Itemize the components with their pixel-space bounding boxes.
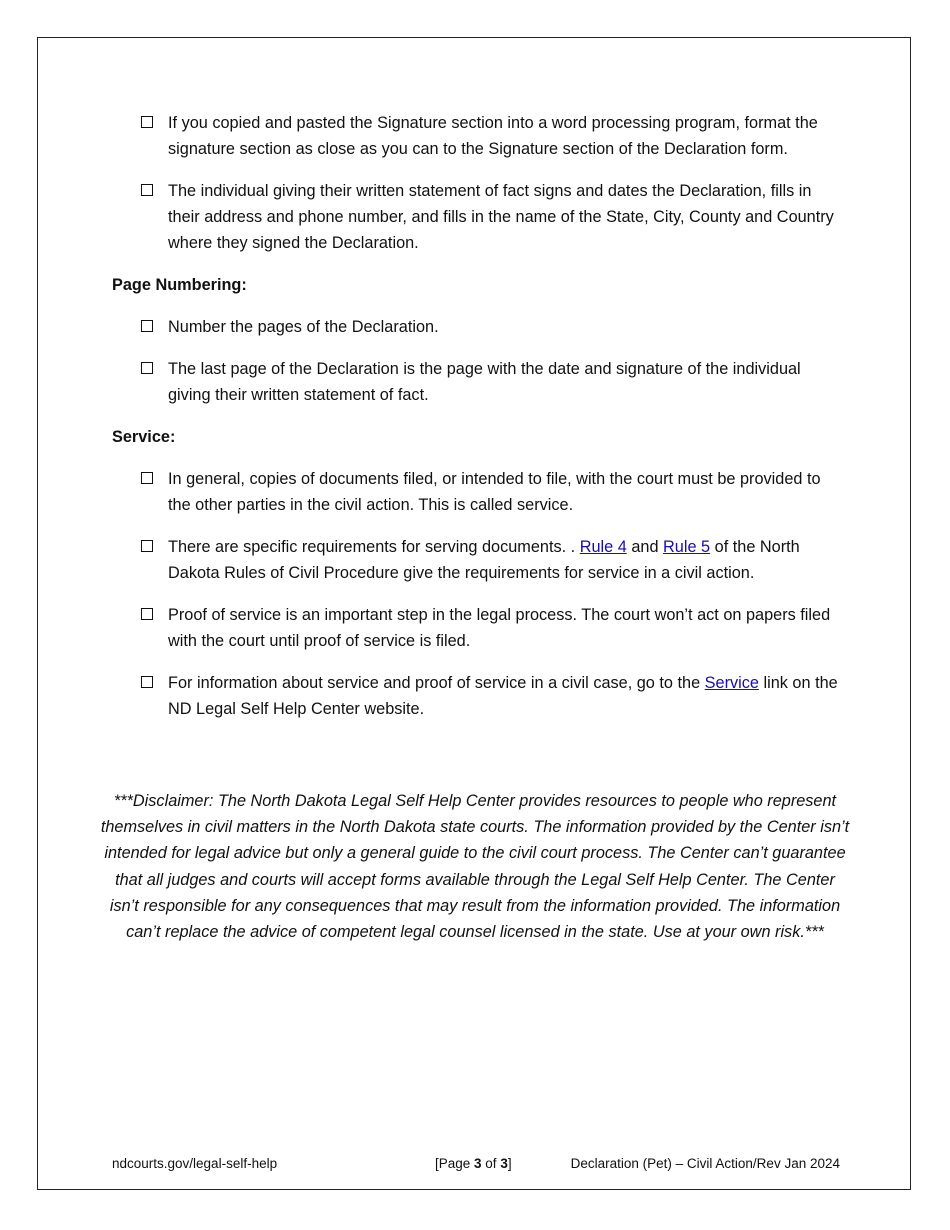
instructions-body (112, 110, 842, 738)
page-total: 3 (500, 1156, 508, 1171)
checkbox-icon (141, 608, 153, 620)
list-item (112, 534, 842, 586)
service-heading: Service: (112, 428, 176, 446)
footer-website: ndcourts.gov/legal-self-help (112, 1156, 278, 1171)
list-item (112, 602, 842, 654)
list-item (112, 178, 842, 256)
list-item-text (168, 674, 838, 718)
checkbox-icon (141, 116, 153, 128)
list-item-text (168, 538, 800, 582)
page-current: 3 (474, 1156, 482, 1171)
checkbox-icon (141, 676, 153, 688)
checkbox-icon (141, 540, 153, 552)
page-suffix: ] (507, 1156, 512, 1171)
checkbox-icon (141, 362, 153, 374)
rule-4-link[interactable]: Rule 4 (579, 538, 627, 556)
checkbox-icon (141, 320, 153, 332)
list-item-text: In general, copies of documents filed, or intended to file, with the court must be provided to the other parties in the civil action. This is called service. (168, 470, 821, 514)
footer-page-number (435, 1155, 512, 1173)
list-item (112, 466, 842, 518)
checkbox-icon (141, 184, 153, 196)
text-segment: link on the ND Legal Self Help Center website. (168, 674, 838, 718)
text-segment: of the North Dakota Rules of Civil Procedure give the requirements for service in a civil action. (168, 538, 800, 582)
list-item (112, 314, 842, 340)
disclaimer: ***Disclaimer: The North Dakota Legal Self Help Center provides resources to people who represent themselves in civil matters in the North Dakota state courts. The information provided by the Center isn’t intended for legal advice but only a general guide to the civil court process. The Center can’t guarantee that all judges and courts will accept forms available through the Legal Self Help Center. The Center isn’t responsible for any consequences that may result from the information provided. The information can’t replace the advice of competent legal counsel licensed in the state. Use at your own risk.*** (100, 792, 850, 942)
page-of: of (481, 1156, 501, 1171)
text-segment: and (626, 538, 664, 556)
text-segment: There are specific requirements for serving documents. . (168, 538, 580, 556)
signature-checklist (112, 110, 842, 256)
rule-5-link[interactable]: Rule 5 (663, 538, 711, 556)
list-item-text: The last page of the Declaration is the page with the date and signature of the individual giving their written statement of fact. (168, 360, 801, 404)
checkbox-icon (141, 472, 153, 484)
service-checklist (112, 466, 842, 722)
list-item-text: The individual giving their written statement of fact signs and dates the Declaration, fills in their address and phone number, and fills in the name of the State, City, County and Country where they signed the Declaration. (168, 182, 834, 252)
page-prefix: [Page (435, 1156, 475, 1171)
list-item (112, 670, 842, 722)
list-item (112, 110, 842, 162)
list-item (112, 356, 842, 408)
list-item-text: Number the pages of the Declaration. (168, 318, 439, 336)
list-item-text: Proof of service is an important step in the legal process. The court won’t act on papers filed with the court until proof of service is filed. (168, 606, 831, 650)
footer-form-title: Declaration (Pet) – Civil Action/Rev Jan 2024 (570, 1156, 840, 1171)
text-segment: For information about service and proof of service in a civil case, go to the (168, 674, 705, 692)
service-link[interactable]: Service (704, 674, 759, 692)
page-numbering-checklist (112, 314, 842, 408)
page-numbering-heading: Page Numbering: (112, 276, 247, 294)
list-item-text: If you copied and pasted the Signature section into a word processing program, format the signature section as close as you can to the Signature section of the Declaration form. (168, 114, 818, 158)
